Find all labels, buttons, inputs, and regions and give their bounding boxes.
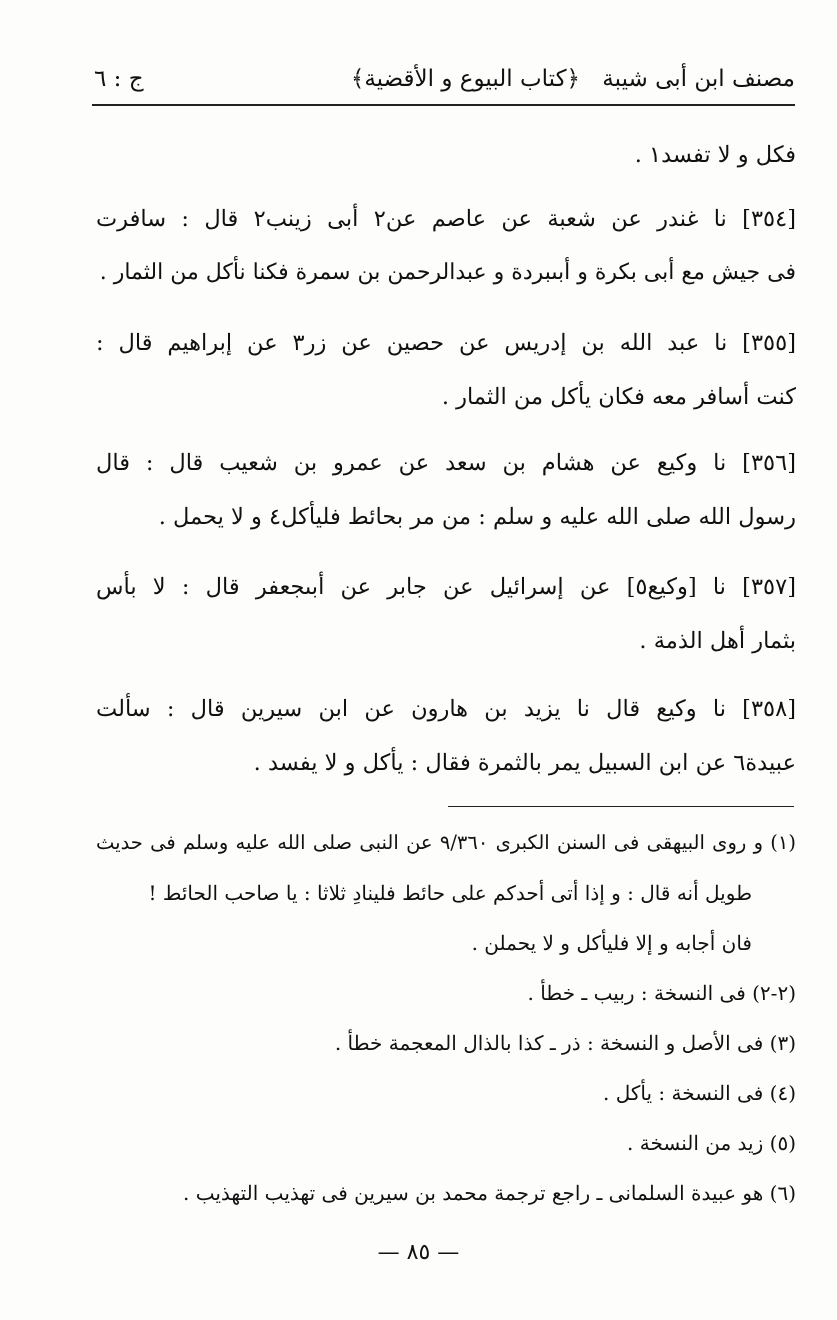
footnote-line: (٣) فى الأصل و النسخة : ذر ـ كذا بالذال المعجمة خطأ . xyxy=(334,1031,796,1055)
footnote-line: (٥) زيد من النسخة . xyxy=(627,1131,796,1155)
running-header xyxy=(90,60,795,104)
body-line: فى جيش مع أبى بكرة و أبىبردة و عبدالرحمن بن سمرة فكنا نأكل من الثمار . xyxy=(99,260,796,285)
hadith-357 xyxy=(96,560,796,668)
footnote-line: (٢-٢) فى النسخة : ربيب ـ خطأ . xyxy=(527,981,796,1005)
footnote-rule xyxy=(448,806,794,807)
body-line: بثمار أهل الذمة . xyxy=(639,628,796,654)
footnote-line: (١) و روى البيهقى فى السنن الكبرى ٩/٣٦٠ عن النبى صلى الله عليه وسلم فى حديث xyxy=(96,831,796,854)
footnote-line: (٦) هو عبيدة السلمانى ـ راجع ترجمة محمد بن سيرين فى تهذيب التهذيب . xyxy=(183,1181,796,1205)
hadith-355 xyxy=(96,316,796,424)
header-rule xyxy=(92,104,795,106)
body-line: رسول الله صلى الله عليه و سلم : من مر بحائط فليأكل٤ و لا يحمل . xyxy=(158,504,796,530)
body-line: [٣٥٥] نا عبد الله بن إدريس عن حصين عن زر٣ عن إبراهيم قال : xyxy=(96,330,796,356)
body-line: [٣٥٤] نا غندر عن شعبة عن عاصم عن٢ أبى زينب٢ قال : سافرت xyxy=(96,206,796,232)
footnote-line: فان أجابه و إلا فليأكل و لا يحملن . xyxy=(471,931,752,955)
footnote-line: (٤) فى النسخة : يأكل . xyxy=(603,1081,796,1105)
volume-number: ج : ٦ xyxy=(94,66,144,92)
footnotes xyxy=(96,818,796,1218)
body-line: [٣٥٧] نا [وكيع٥] عن إسرائيل عن جابر عن أبىجعفر قال : لا بأس xyxy=(96,574,796,600)
body-line: [٣٥٨] نا وكيع قال نا يزيد بن هارون عن ابن سيرين قال : سألت xyxy=(96,696,796,722)
footnote-line: طويل أنه قال : و إذا أتى أحدكم على حائط فلينادِ ثلاثا : يا صاحب الحائط ! xyxy=(148,881,752,905)
body-line: عبيدة٦ عن ابن السبيل يمر بالثمرة فقال : يأكل و لا يفسد . xyxy=(253,750,796,776)
hadith-358 xyxy=(96,682,796,790)
book-title: مصنف ابن أبى شيبة xyxy=(602,66,795,92)
body-line: فكل و لا تفسد١ . xyxy=(634,142,796,168)
chapter-title: ﴿كتاب البيوع و الأقضية﴾ xyxy=(350,66,580,92)
hadith-356 xyxy=(96,436,796,544)
body-line: [٣٥٦] نا وكيع عن هشام بن سعد عن عمرو بن شعيب قال : قال xyxy=(96,450,796,476)
body-line: كنت أسافر معه فكان يأكل من الثمار . xyxy=(441,384,796,410)
body-text xyxy=(96,128,796,182)
hadith-354 xyxy=(96,192,796,300)
page-number: — ٨٥ — xyxy=(377,1240,460,1265)
